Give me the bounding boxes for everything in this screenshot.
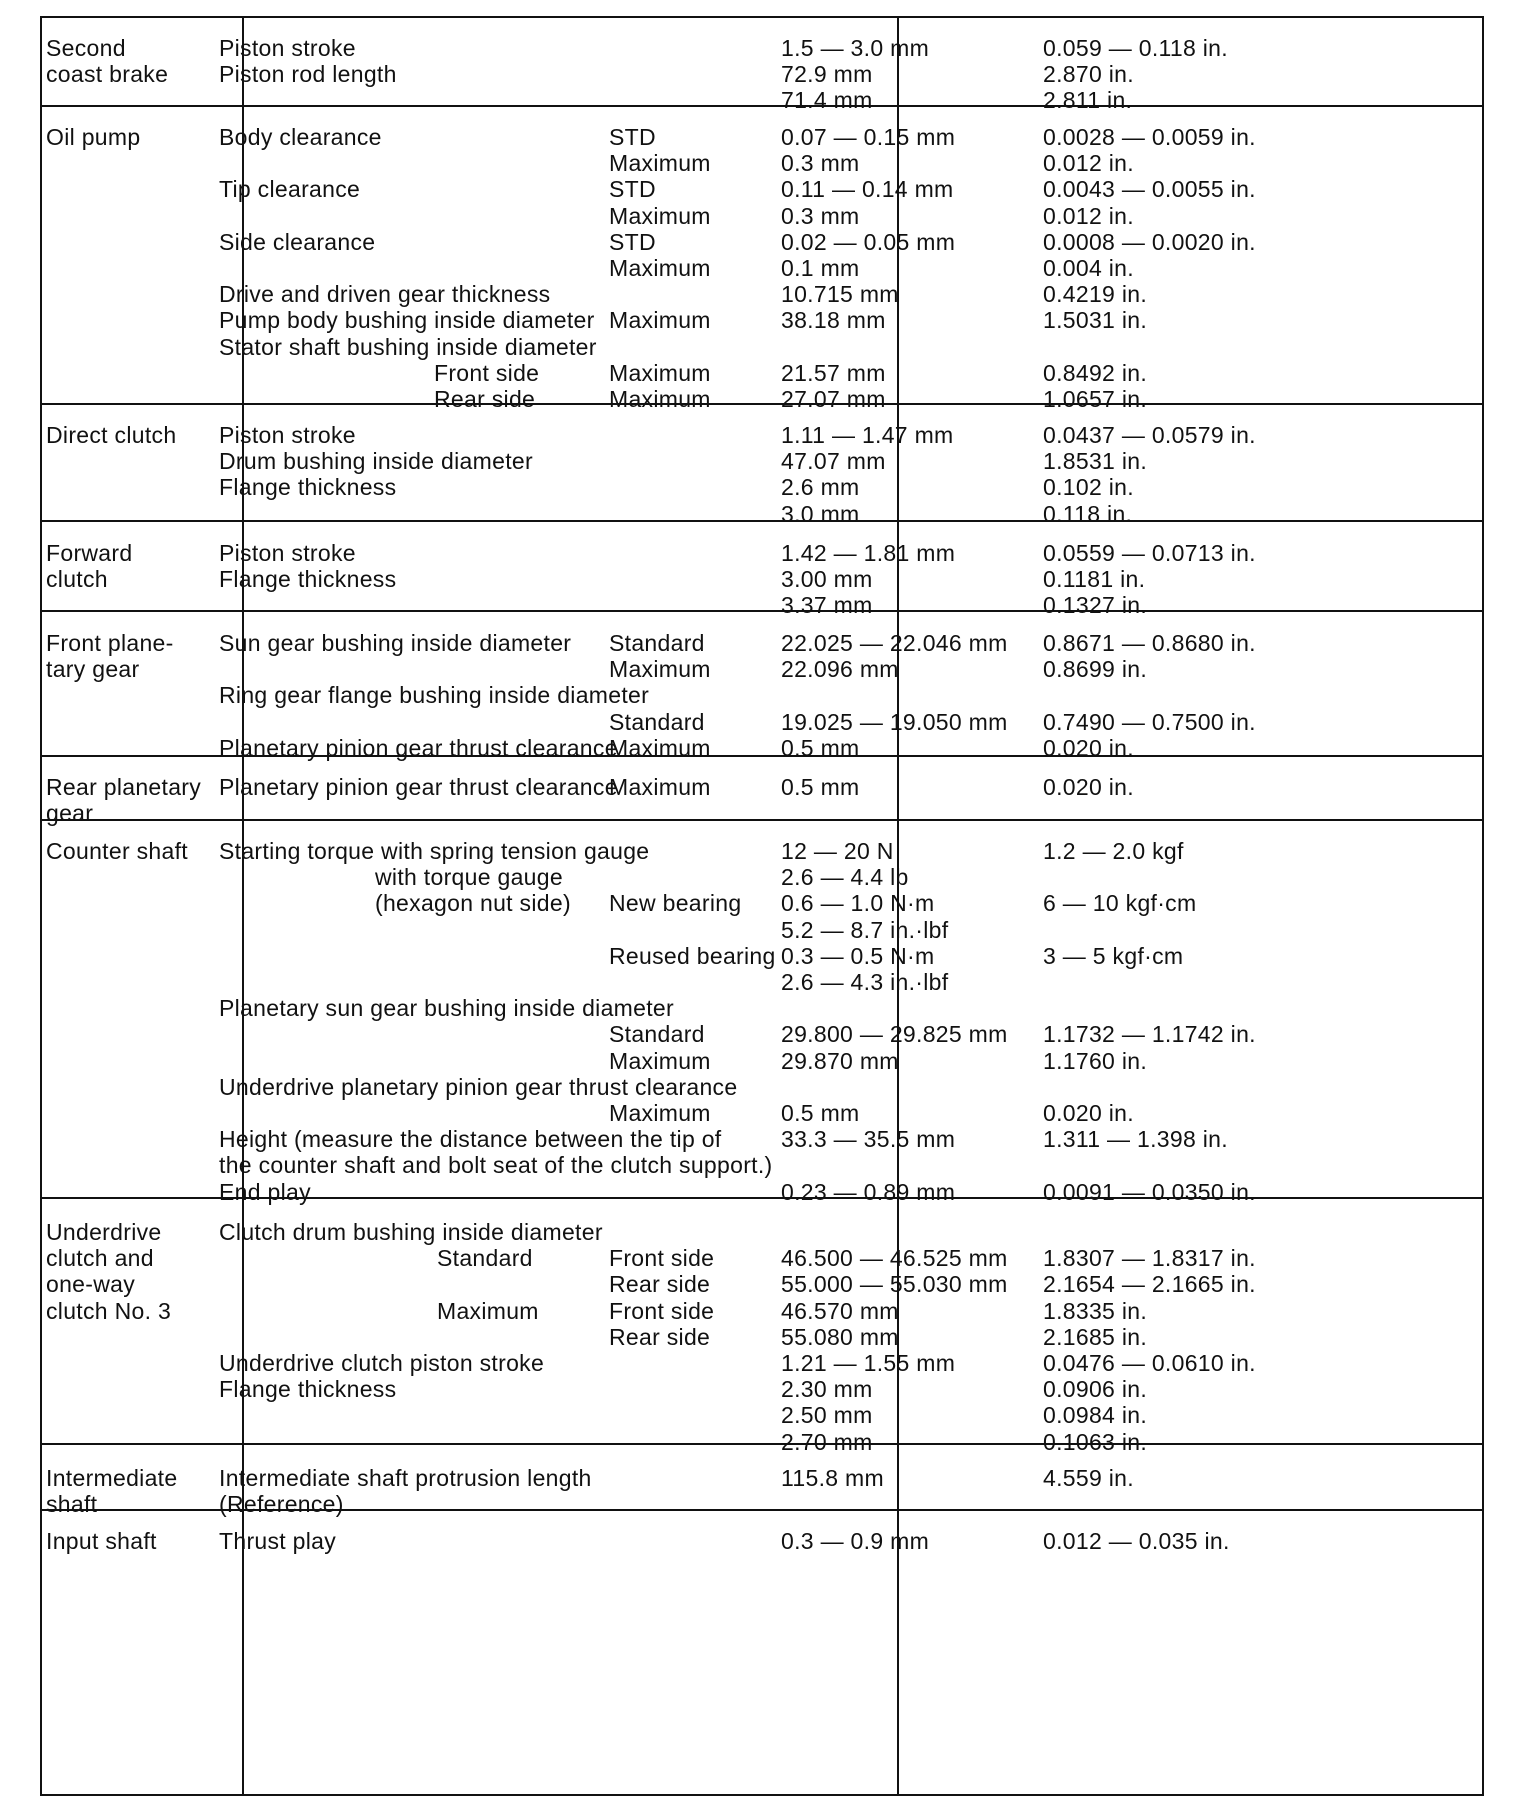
imperial-value: 0.0091 — 0.0350 in. (1043, 1178, 1256, 1205)
metric-value: 0.5 mm (781, 734, 860, 761)
imperial-value: 2.1685 in. (1043, 1323, 1148, 1350)
metric-value: 27.07 mm (781, 386, 886, 412)
metric-value: 72.9 mm (781, 61, 873, 88)
metric-value: 5.2 — 8.7 in.·lbf (781, 916, 949, 943)
spec-subitem: Rear side (434, 386, 536, 412)
spec-condition: Maximum (609, 255, 711, 281)
component-name: Second (46, 35, 126, 61)
imperial-value: 2.870 in. (1043, 61, 1134, 88)
metric-value: 3.37 mm (781, 592, 873, 619)
imperial-value: 0.1063 in. (1043, 1428, 1148, 1455)
metric-value: 0.5 mm (781, 774, 860, 800)
metric-value: 1.5 — 3.0 mm (781, 35, 930, 61)
metric-value: 2.70 mm (781, 1428, 873, 1455)
spec-item: Planetary pinion gear thrust clearance (219, 734, 618, 761)
spec-item: (Reference) (219, 1491, 344, 1518)
imperial-value: 0.0028 — 0.0059 in. (1043, 124, 1256, 150)
imperial-value: 1.8335 in. (1043, 1297, 1148, 1324)
spec-item: Ring gear flange bushing inside diameter (219, 682, 650, 709)
metric-value: 0.07 — 0.15 mm (781, 124, 956, 150)
metric-value: 22.096 mm (781, 656, 899, 683)
component-name: shaft (46, 1491, 98, 1518)
spec-condition: New bearing (609, 890, 742, 917)
section-divider (42, 610, 1482, 612)
spec-condition: STD (609, 176, 656, 203)
metric-value: 47.07 mm (781, 448, 886, 475)
spec-subitem: with torque gauge (375, 864, 563, 891)
imperial-value: 1.5031 in. (1043, 307, 1148, 334)
spec-condition: Standard (609, 1021, 705, 1048)
metric-value: 3.00 mm (781, 566, 873, 593)
metric-value: 0.1 mm (781, 255, 860, 281)
metric-value: 0.3 mm (781, 150, 860, 177)
spec-condition: Standard (609, 630, 705, 656)
metric-value: 0.11 — 0.14 mm (781, 176, 954, 203)
spec-item: Planetary pinion gear thrust clearance (219, 774, 618, 800)
metric-value: 33.3 — 35.5 mm (781, 1126, 956, 1153)
spec-condition: Maximum (609, 386, 711, 412)
imperial-value: 1.1732 — 1.1742 in. (1043, 1021, 1256, 1048)
spec-item: Underdrive clutch piston stroke (219, 1350, 545, 1376)
imperial-value: 0.0984 in. (1043, 1402, 1148, 1429)
component-name: clutch and (46, 1245, 154, 1272)
spec-condition: Maximum (609, 734, 711, 761)
metric-value: 0.5 mm (781, 1100, 860, 1126)
spec-item: Flange thickness (219, 566, 397, 593)
spec-condition: STD (609, 228, 656, 255)
metric-value: 2.6 — 4.3 in.·lbf (781, 969, 949, 995)
spec-item: Flange thickness (219, 1376, 397, 1403)
metric-value: 55.000 — 55.030 mm (781, 1271, 1008, 1298)
imperial-value: 4.559 in. (1043, 1465, 1134, 1491)
imperial-value: 1.311 — 1.398 in. (1043, 1126, 1228, 1153)
spec-item: Body clearance (219, 124, 382, 150)
imperial-value: 0.1327 in. (1043, 592, 1148, 619)
section-divider (42, 819, 1482, 821)
imperial-value: 0.020 in. (1043, 734, 1134, 761)
metric-value: 2.30 mm (781, 1376, 873, 1403)
component-name: Front plane- (46, 630, 174, 656)
component-name: clutch No. 3 (46, 1297, 172, 1324)
metric-value: 29.800 — 29.825 mm (781, 1021, 1008, 1048)
component-name: Intermediate (46, 1465, 178, 1491)
spec-condition: Maximum (609, 150, 711, 177)
spec-item: Flange thickness (219, 474, 397, 501)
metric-value: 1.42 — 1.81 mm (781, 540, 956, 566)
spec-condition: Maximum (609, 359, 711, 386)
spec-item: Thrust play (219, 1528, 337, 1554)
spec-item: the counter shaft and bolt seat of the clutch support.) (219, 1152, 773, 1179)
metric-value: 0.3 — 0.5 N·m (781, 942, 935, 969)
spec-item: Piston rod length (219, 61, 397, 88)
spec-subitem: Maximum (437, 1297, 539, 1324)
metric-value: 0.23 — 0.89 mm (781, 1178, 956, 1205)
section-divider (42, 1443, 1482, 1445)
imperial-value: 0.012 in. (1043, 150, 1134, 177)
imperial-value: 1.0657 in. (1043, 386, 1148, 412)
spec-item: Pump body bushing inside diameter (219, 307, 595, 334)
component-name: Underdrive (46, 1219, 162, 1245)
imperial-value: 0.0043 — 0.0055 in. (1043, 176, 1256, 203)
spec-subitem: (hexagon nut side) (375, 890, 571, 917)
metric-value: 29.870 mm (781, 1047, 899, 1074)
metric-value: 10.715 mm (781, 281, 899, 308)
imperial-value: 0.102 in. (1043, 474, 1134, 501)
imperial-value: 0.8699 in. (1043, 656, 1148, 683)
metric-value: 19.025 — 19.050 mm (781, 708, 1008, 735)
spec-subitem: Front side (434, 359, 540, 386)
component-name: Input shaft (46, 1528, 157, 1554)
spec-item: Piston stroke (219, 422, 356, 448)
spec-condition: Maximum (609, 774, 711, 800)
imperial-value: 0.0008 — 0.0020 in. (1043, 228, 1256, 255)
spec-item: Height (measure the distance between the tip of (219, 1126, 722, 1153)
imperial-value: 3 — 5 kgf·cm (1043, 942, 1184, 969)
metric-value: 12 — 20 N (781, 838, 894, 864)
imperial-value: 0.059 — 0.118 in. (1043, 35, 1228, 61)
component-name: Rear planetary (46, 774, 202, 800)
spec-item: Sun gear bushing inside diameter (219, 630, 572, 656)
metric-value: 2.6 mm (781, 474, 860, 501)
imperial-value: 0.4219 in. (1043, 281, 1148, 308)
component-name: coast brake (46, 61, 169, 88)
imperial-value: 0.020 in. (1043, 774, 1134, 800)
spec-condition: Maximum (609, 656, 711, 683)
imperial-value: 2.811 in. (1043, 87, 1133, 114)
imperial-value: 0.0437 — 0.0579 in. (1043, 422, 1256, 448)
component-name: Oil pump (46, 124, 141, 150)
spec-item: Drive and driven gear thickness (219, 281, 551, 308)
component-name: one-way (46, 1271, 136, 1298)
spec-item: Tip clearance (219, 176, 361, 203)
metric-value: 2.6 — 4.4 lb (781, 864, 909, 891)
imperial-value: 0.012 — 0.035 in. (1043, 1528, 1230, 1554)
metric-value: 38.18 mm (781, 307, 886, 334)
component-name: clutch (46, 566, 108, 593)
metric-value: 0.3 — 0.9 mm (781, 1528, 930, 1554)
metric-value: 3.0 mm (781, 500, 860, 527)
spec-condition: Reused bearing (609, 942, 776, 969)
imperial-value: 1.8531 in. (1043, 448, 1148, 475)
metric-value: 115.8 mm (781, 1465, 884, 1491)
imperial-value: 0.0559 — 0.0713 in. (1043, 540, 1256, 566)
spec-condition: Maximum (609, 1100, 711, 1126)
metric-value: 0.6 — 1.0 N·m (781, 890, 935, 917)
spec-item: Piston stroke (219, 540, 356, 566)
spec-condition: Standard (609, 708, 705, 735)
metric-value: 1.21 — 1.55 mm (781, 1350, 956, 1376)
spec-condition: STD (609, 124, 656, 150)
spec-item: End play (219, 1178, 311, 1205)
imperial-value: 0.1181 in. (1043, 566, 1146, 593)
metric-value: 0.3 mm (781, 202, 860, 229)
component-name: Forward (46, 540, 133, 566)
spec-item: Stator shaft bushing inside diameter (219, 333, 597, 360)
spec-condition: Maximum (609, 307, 711, 334)
component-name: tary gear (46, 656, 140, 683)
metric-value: 21.57 mm (781, 359, 886, 386)
metric-value: 1.11 — 1.47 mm (781, 422, 954, 448)
component-name: Direct clutch (46, 422, 177, 448)
spec-item: Planetary sun gear bushing inside diameter (219, 995, 674, 1022)
imperial-value: 1.8307 — 1.8317 in. (1043, 1245, 1256, 1272)
spec-subitem: Standard (437, 1245, 533, 1272)
spec-condition: Front side (609, 1245, 715, 1272)
imperial-value: 0.004 in. (1043, 255, 1134, 281)
spec-item: Side clearance (219, 228, 376, 255)
imperial-value: 0.012 in. (1043, 202, 1134, 229)
spec-item: Starting torque with spring tension gauge (219, 838, 650, 864)
imperial-value: 0.8671 — 0.8680 in. (1043, 630, 1256, 656)
spec-item: Drum bushing inside diameter (219, 448, 533, 475)
metric-value: 22.025 — 22.046 mm (781, 630, 1008, 656)
spec-item: Clutch drum bushing inside diameter (219, 1219, 603, 1245)
spec-item: Underdrive planetary pinion gear thrust clearance (219, 1073, 738, 1100)
section-divider (42, 105, 1482, 107)
imperial-value: 0.8492 in. (1043, 359, 1148, 386)
section-divider (42, 520, 1482, 522)
spec-condition: Rear side (609, 1271, 711, 1298)
imperial-value: 0.118 in. (1043, 500, 1133, 527)
imperial-value: 1.2 — 2.0 kgf (1043, 838, 1184, 864)
imperial-value: 1.1760 in. (1043, 1047, 1148, 1074)
section-divider (42, 403, 1482, 405)
spec-item: Intermediate shaft protrusion length (219, 1465, 592, 1491)
imperial-value: 0.0906 in. (1043, 1376, 1148, 1403)
imperial-value: 0.020 in. (1043, 1100, 1134, 1126)
imperial-value: 0.0476 — 0.0610 in. (1043, 1350, 1256, 1376)
component-name: Counter shaft (46, 838, 188, 864)
spec-condition: Rear side (609, 1323, 711, 1350)
spec-condition: Maximum (609, 202, 711, 229)
metric-value: 46.570 mm (781, 1297, 899, 1324)
spec-item: Piston stroke (219, 35, 356, 61)
spec-condition: Maximum (609, 1047, 711, 1074)
component-name: gear (46, 800, 94, 827)
metric-value: 2.50 mm (781, 1402, 873, 1429)
metric-value: 71.4 mm (781, 87, 873, 114)
metric-value: 46.500 — 46.525 mm (781, 1245, 1008, 1272)
imperial-value: 6 — 10 kgf·cm (1043, 890, 1197, 917)
metric-value: 0.02 — 0.05 mm (781, 228, 956, 255)
spec-condition: Front side (609, 1297, 715, 1324)
metric-value: 55.080 mm (781, 1323, 899, 1350)
imperial-value: 0.7490 — 0.7500 in. (1043, 708, 1256, 735)
imperial-value: 2.1654 — 2.1665 in. (1043, 1271, 1256, 1298)
